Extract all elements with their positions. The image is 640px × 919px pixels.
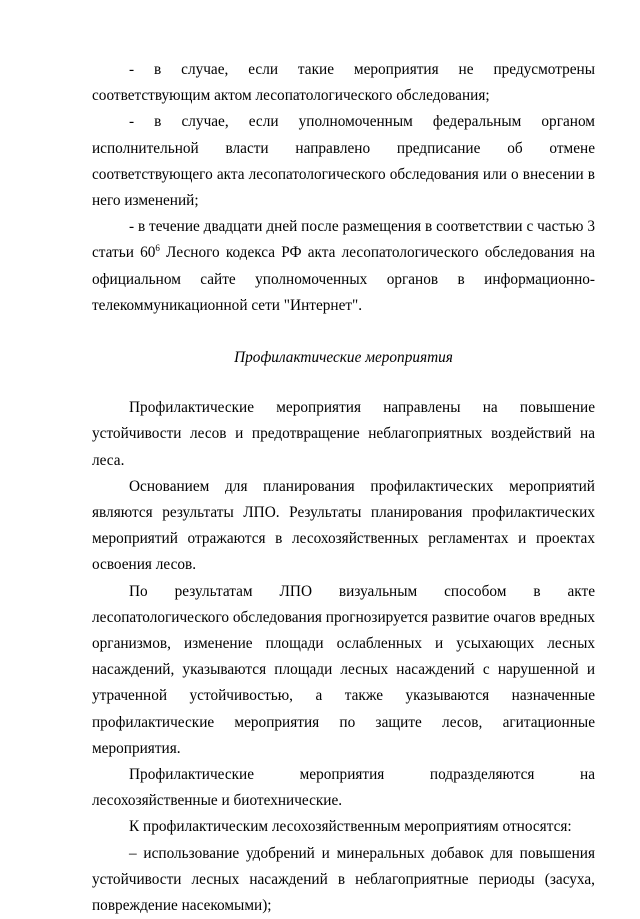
article-superscript: 6 — [155, 243, 160, 254]
document-page — [92, 57, 595, 919]
condition-3-text-end: Лесного кодекса РФ акта лесопатологического обследования на официальном сайте уполномоченных органов в информационно-телекоммуникационной сети "Интернет". — [92, 244, 595, 314]
condition-3-text-start: - в течение двадцати дней после размещения в соответствии с частью 3 статьи 60 — [92, 218, 595, 262]
paragraph-purpose: Профилактические мероприятия направлены на повышение устойчивости лесов и предотвращение неблагоприятных воздействий на леса. — [92, 399, 595, 469]
paragraph-results: По результатам ЛПО визуальным способом в акте лесопатологического обследования прогнозируется развитие очагов вредных организмов, изменение площади ослабленных и усыхающих лесных насаждений, указываются площади лесных насаждений с нарушенной и утраченной устойчивостью, а также указываются назначенные профилактические мероприятия по защите лесов, агитационные мероприятия. — [92, 582, 595, 757]
paragraph-basis: Основанием для планирования профилактических мероприятий являются результаты ЛПО. Результаты планирования профилактических мероприятий отражаются в лесохозяйственных регламентах и проектах освоения лесов. — [92, 477, 595, 574]
list-item-fertilizers: – использование удобрений и минеральных добавок для повышения устойчивости лесных насаждений в неблагоприятные периоды (засуха, повреждение насекомыми); — [92, 844, 595, 915]
paragraph-list-intro: К профилактическим лесохозяйственным мероприятиям относятся: — [129, 818, 572, 836]
paragraph-types: Профилактические мероприятия подразделяются на лесохозяйственные и биотехнические. — [92, 766, 595, 810]
paragraph-condition-2: - в случае, если уполномоченным федеральным органом исполнительной власти направлено предписание об отмене соответствующего акта лесопатологического обследования или о внесении в него изменений; — [92, 113, 595, 210]
section-heading: Профилактические мероприятия — [234, 349, 453, 367]
paragraph-condition-1: - в случае, если такие мероприятия не предусмотрены соответствующим актом лесопатологического обследования; — [92, 61, 595, 105]
paragraph-condition-3 — [92, 214, 595, 319]
